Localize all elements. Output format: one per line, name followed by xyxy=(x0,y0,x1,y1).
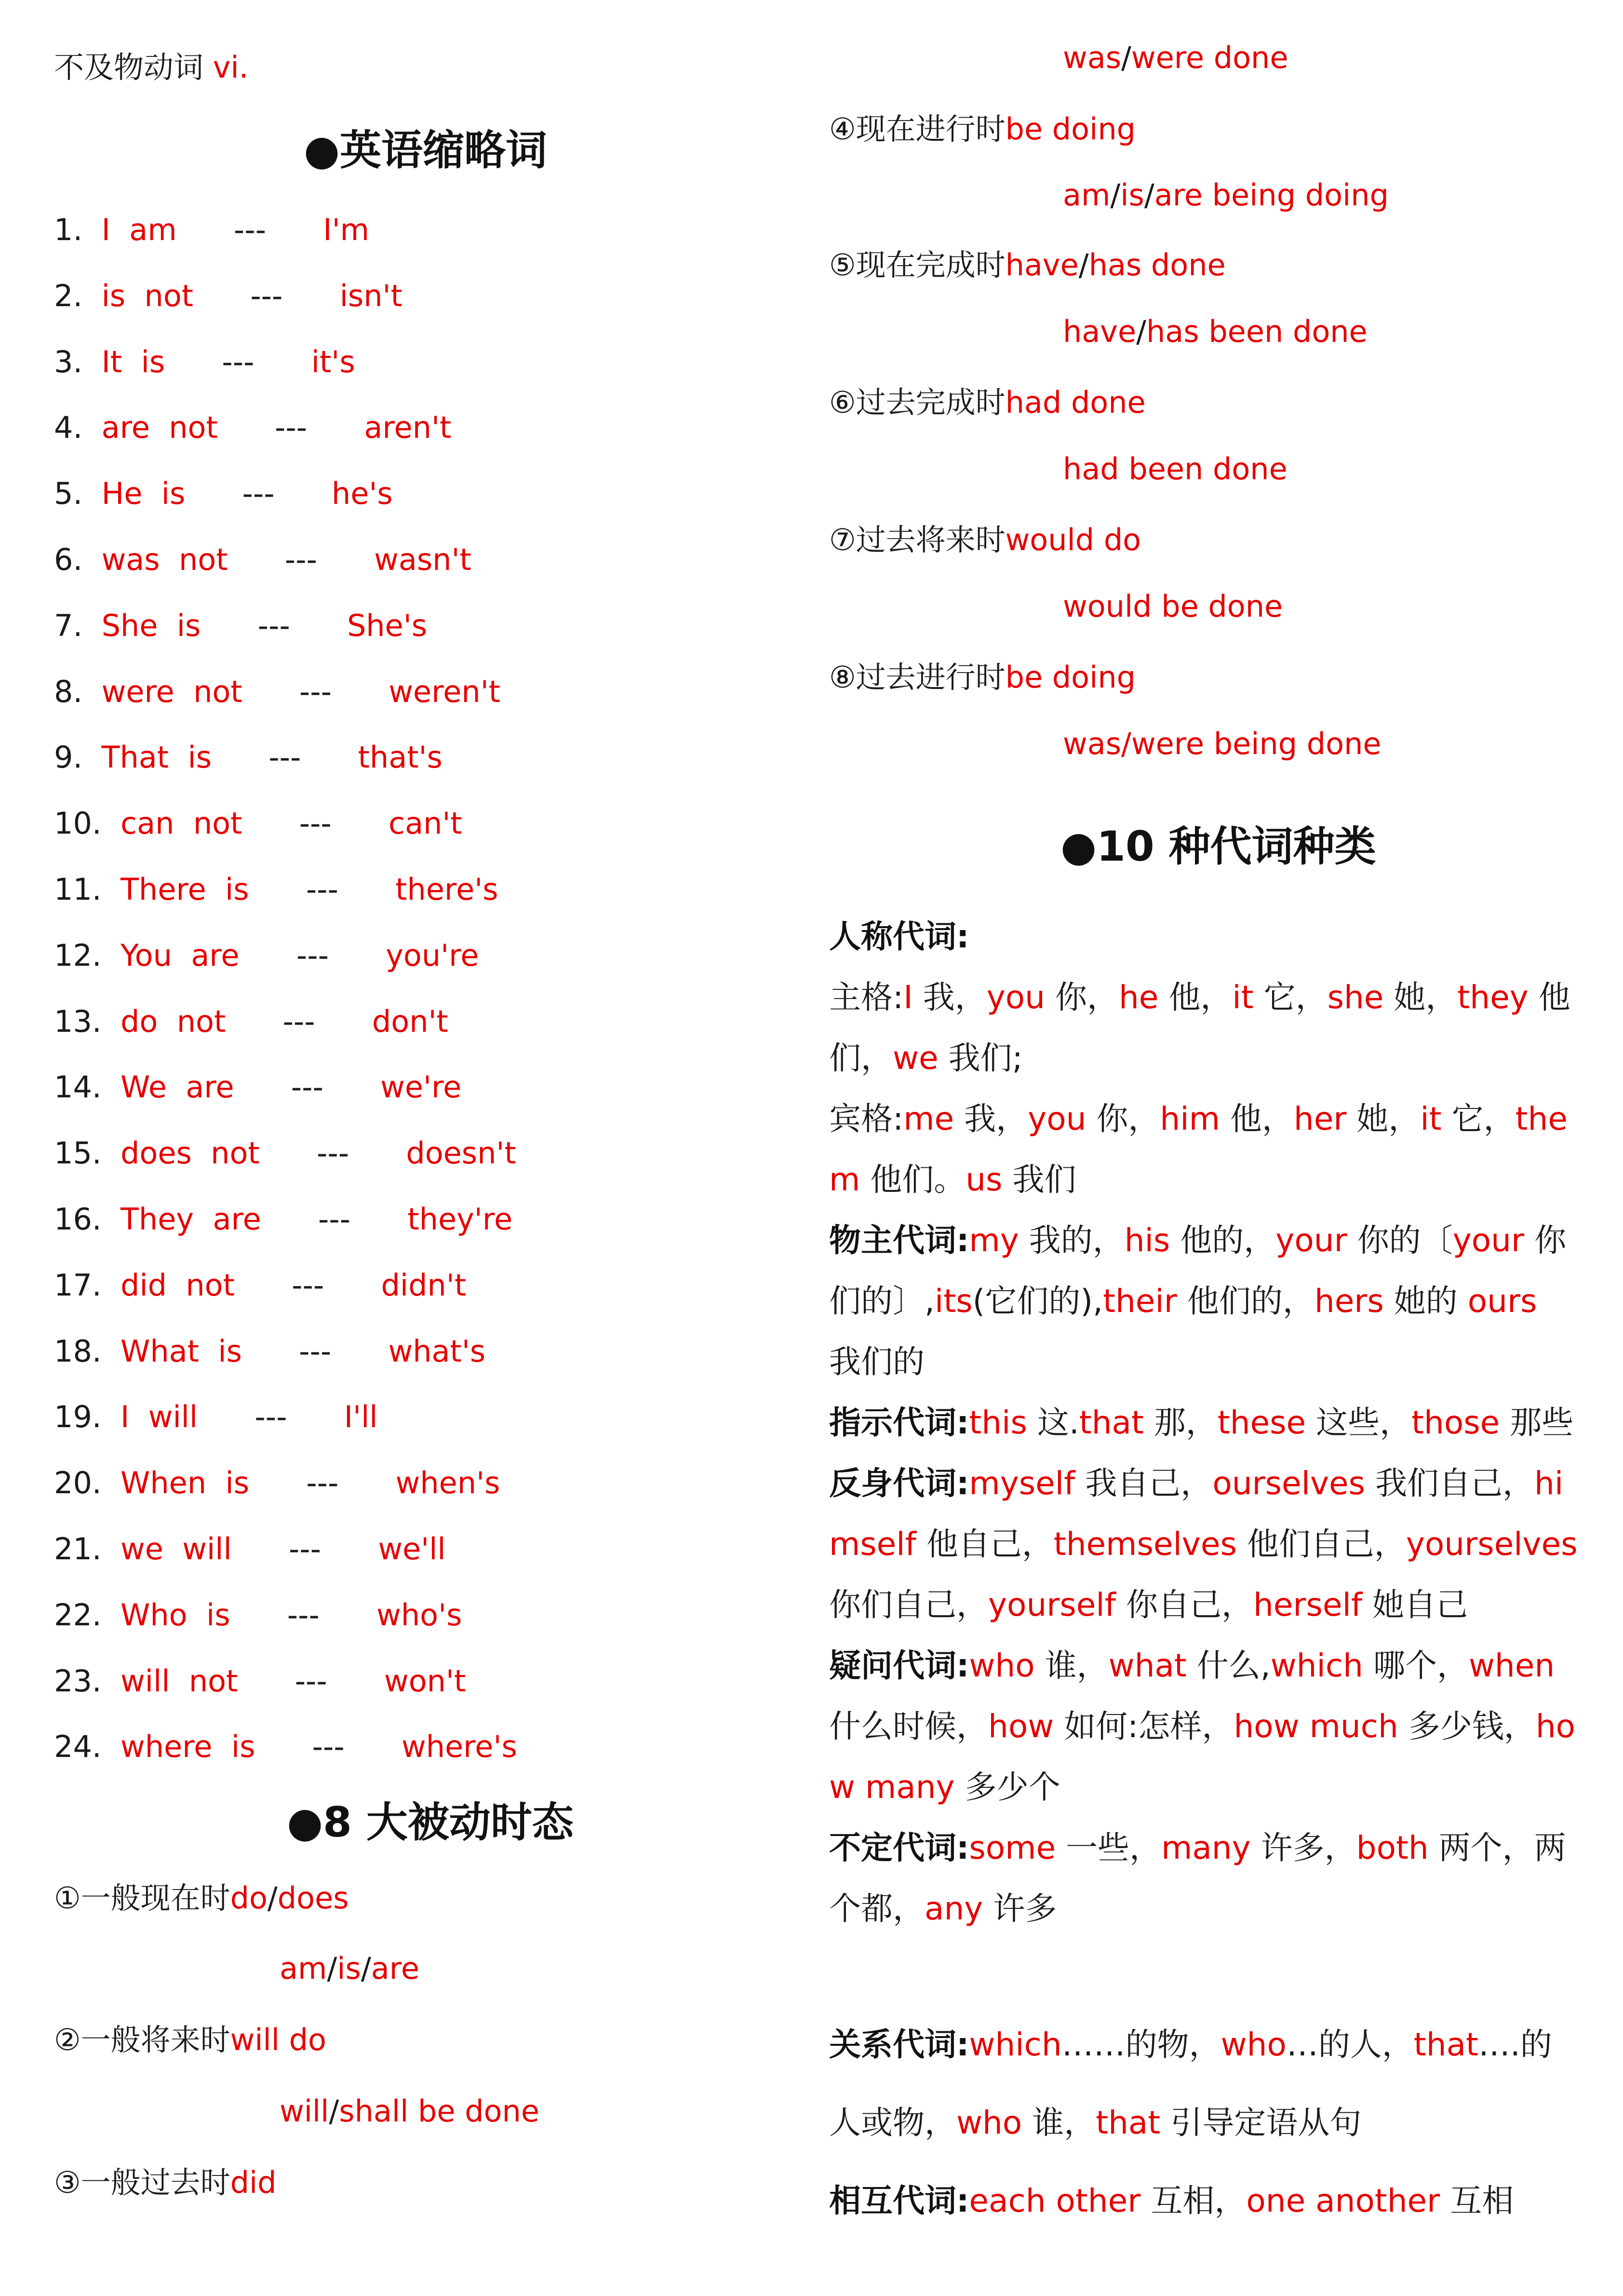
zh-gloss: 我们自己， xyxy=(1375,1465,1535,1502)
en-word: how much xyxy=(1234,1708,1398,1745)
zh-gloss: 他， xyxy=(1230,1100,1294,1137)
abbrev-number: 12. xyxy=(54,938,102,973)
abbrev-full: It is xyxy=(101,344,165,379)
en-word: which xyxy=(969,2026,1062,2063)
active-form: be doing xyxy=(1005,660,1136,695)
zh-gloss: 两个，两个都， xyxy=(829,1829,1566,1927)
en-word: many xyxy=(1161,1829,1251,1866)
passive-form: are xyxy=(371,1951,419,1986)
en-word: these xyxy=(1217,1404,1306,1441)
abbrev-row xyxy=(54,1068,461,1107)
en-word: this xyxy=(969,1404,1027,1441)
abbrev-full: They are xyxy=(121,1202,261,1237)
abbrev-full: did not xyxy=(121,1268,235,1303)
active-form: will do xyxy=(230,2022,326,2057)
slash: / xyxy=(361,1951,371,1986)
zh-gloss: 你自己， xyxy=(1126,1586,1253,1623)
abbrev-number: 4. xyxy=(54,410,83,445)
zh-gloss: 多少钱， xyxy=(1408,1708,1536,1745)
abbrev-full: When is xyxy=(121,1465,250,1500)
passive-form: has been done xyxy=(1146,314,1368,349)
abbrev-number: 20. xyxy=(54,1465,102,1500)
zh-gloss: 你， xyxy=(1055,979,1119,1016)
zh-gloss: (它们的), xyxy=(972,1283,1103,1320)
zh-gloss: 我们的 xyxy=(829,1343,925,1380)
en-word: both xyxy=(1356,1829,1429,1866)
abbrev-short: who's xyxy=(376,1597,462,1633)
intro-label: 不及物动词 xyxy=(54,50,204,85)
active-form: does xyxy=(277,1880,349,1916)
abbrev-dash: --- xyxy=(306,1465,339,1500)
passive-t1-active xyxy=(54,1879,349,1918)
abbrev-full: There is xyxy=(121,872,249,907)
en-word: their xyxy=(1103,1283,1177,1320)
en-word: she xyxy=(1327,979,1384,1016)
en-word: which xyxy=(1270,1647,1363,1684)
passive-form: am xyxy=(280,1951,327,1986)
en-word: myself xyxy=(969,1465,1075,1502)
abbrev-full: where is xyxy=(121,1729,255,1764)
intro-line xyxy=(54,48,248,87)
abbrev-dash: --- xyxy=(292,1268,324,1303)
passive-t7-active xyxy=(829,521,1141,559)
abbrev-row xyxy=(54,1398,378,1436)
zh-gloss: 我， xyxy=(964,1100,1028,1137)
abbrev-number: 21. xyxy=(54,1531,102,1567)
passive-t7-passive xyxy=(1063,587,1283,626)
zh-gloss: 她， xyxy=(1394,979,1458,1016)
en-word: yourselves xyxy=(1406,1526,1578,1563)
en-word: who xyxy=(969,1647,1035,1684)
abbrev-full: You are xyxy=(121,938,240,973)
abbrev-number: 11. xyxy=(54,872,102,907)
zh-gloss: …的人， xyxy=(1286,2026,1414,2063)
abbrev-number: 15. xyxy=(54,1135,102,1171)
abbrev-number: 13. xyxy=(54,1004,102,1039)
abbrev-full: I will xyxy=(121,1399,198,1434)
abbrev-dash: --- xyxy=(295,1663,327,1699)
section-label: 指示代词: xyxy=(829,1404,969,1441)
abbrev-full: we will xyxy=(121,1531,232,1567)
abbrev-number: 14. xyxy=(54,1069,102,1105)
abbrev-row xyxy=(54,607,427,645)
abbrev-short: that's xyxy=(358,740,443,775)
abbrev-full: She is xyxy=(101,608,201,643)
abbrev-number: 7. xyxy=(54,608,83,643)
en-word: your xyxy=(1452,1222,1525,1259)
zh-gloss: 如何:怎样， xyxy=(1064,1708,1234,1745)
en-word: his xyxy=(1124,1222,1170,1259)
zh-gloss: 互相 xyxy=(1450,2182,1514,2219)
en-word: how xyxy=(988,1708,1054,1745)
abbrev-full: does not xyxy=(121,1135,260,1171)
en-word: when xyxy=(1468,1647,1555,1684)
zh-gloss: 他自己， xyxy=(926,1526,1054,1563)
zh-gloss: ……的物， xyxy=(1061,2026,1221,2063)
abbrev-row xyxy=(54,277,402,315)
section-label: 关系代词: xyxy=(829,2026,969,2063)
zh-gloss: 那些 xyxy=(1510,1404,1574,1441)
abbrev-number: 6. xyxy=(54,542,83,577)
zh-gloss: 这些， xyxy=(1316,1404,1412,1441)
abbrev-dash: --- xyxy=(296,938,329,973)
tense-label: ⑧过去进行时 xyxy=(829,660,1006,695)
zh-gloss: 一些， xyxy=(1066,1829,1162,1866)
abbrev-short: She's xyxy=(347,608,428,643)
section-label: 不定代词: xyxy=(829,1829,969,1866)
slash: / xyxy=(1136,314,1147,349)
passive-t4-passive xyxy=(1063,176,1389,215)
slash: / xyxy=(1144,177,1154,213)
en-word: who xyxy=(1221,2026,1287,2063)
relative-pronouns xyxy=(829,2006,1579,2240)
abbrev-short: aren't xyxy=(364,410,452,445)
slash: / xyxy=(267,1880,278,1916)
abbrev-row xyxy=(54,1662,466,1701)
active-form: would do xyxy=(1005,522,1141,557)
zh-gloss: 许多， xyxy=(1261,1829,1356,1866)
passive-t2-active xyxy=(54,2021,326,2059)
en-word: ours xyxy=(1467,1283,1537,1320)
active-form: had done xyxy=(1005,385,1146,420)
active-form: do xyxy=(230,1880,268,1916)
zh-gloss: 多少个 xyxy=(965,1769,1060,1806)
abbrev-row xyxy=(54,1266,466,1305)
en-word: hers xyxy=(1314,1283,1384,1320)
tense-label: ④现在进行时 xyxy=(829,111,1006,147)
passive-form: was xyxy=(1063,40,1122,75)
pronoun-heading: ●10 种代词种类 xyxy=(1060,823,1376,871)
en-word: us xyxy=(966,1161,1003,1198)
abbrev-row xyxy=(54,408,451,447)
en-word: one another xyxy=(1246,2182,1440,2219)
en-word: what xyxy=(1108,1647,1187,1684)
abbrev-short: you're xyxy=(386,938,479,973)
abbrev-number: 17. xyxy=(54,1268,102,1303)
en-word: he xyxy=(1118,979,1159,1016)
passive-t8-active xyxy=(829,658,1136,697)
en-word: him xyxy=(1160,1100,1220,1137)
zh-gloss: 我们; xyxy=(948,1040,1023,1077)
abbrev-number: 5. xyxy=(54,476,83,511)
en-word: yourself xyxy=(988,1586,1116,1623)
personal-pronouns xyxy=(829,906,1579,1939)
abbrev-short: we'll xyxy=(378,1531,446,1567)
abbrev-row xyxy=(54,804,462,843)
zh-gloss: 什么时候， xyxy=(829,1708,988,1745)
abbrev-short: can't xyxy=(389,806,462,841)
zh-gloss: 他们自己， xyxy=(1247,1526,1406,1563)
abbrev-short: when's xyxy=(395,1465,500,1500)
row-label: 宾格: xyxy=(829,1100,904,1137)
abbrev-short: I'm xyxy=(323,212,370,247)
abbrev-row xyxy=(54,1596,462,1634)
abbrev-short: won't xyxy=(384,1663,466,1699)
passive-t1-passive xyxy=(280,1949,419,1988)
abbrev-number: 1. xyxy=(54,212,83,247)
abbrev-row xyxy=(54,1530,446,1568)
abbrev-number: 22. xyxy=(54,1597,102,1633)
abbrev-full: That is xyxy=(101,740,212,775)
abbrev-dash: --- xyxy=(316,1135,349,1171)
abbrev-full: was not xyxy=(101,542,228,577)
en-word: its xyxy=(934,1283,973,1320)
abbrev-short: they're xyxy=(407,1202,513,1237)
abbrev-row xyxy=(54,343,355,381)
en-word: them xyxy=(829,1100,1568,1198)
abbrev-dash: --- xyxy=(257,608,290,643)
abbrev-short: we're xyxy=(380,1069,462,1105)
passive-form: have xyxy=(1063,314,1137,349)
abbrev-row xyxy=(54,1464,500,1502)
en-word: her xyxy=(1293,1100,1347,1137)
en-word: himself xyxy=(829,1465,1564,1563)
zh-gloss: 他们。 xyxy=(870,1161,966,1198)
zh-gloss: 你的〔 xyxy=(1357,1222,1453,1259)
passive-t5-active xyxy=(829,246,1226,284)
en-word: those xyxy=(1411,1404,1500,1441)
en-word: that xyxy=(1413,2026,1478,2063)
abbrev-short: isn't xyxy=(339,278,402,313)
abbrev-full: I am xyxy=(101,212,177,247)
abbrev-short: didn't xyxy=(381,1268,467,1303)
en-word: ourselves xyxy=(1212,1465,1366,1502)
slash: / xyxy=(1121,40,1131,75)
abbrev-dash: --- xyxy=(312,1729,345,1764)
section-label: 物主代词: xyxy=(829,1222,969,1259)
en-word: me xyxy=(903,1100,954,1137)
en-word: we xyxy=(893,1040,939,1077)
section-label: 疑问代词: xyxy=(829,1647,969,1684)
abbrev-dash: --- xyxy=(284,542,317,577)
passive-t4-active xyxy=(829,110,1136,149)
abbrev-full: What is xyxy=(121,1334,242,1369)
passive-form: is xyxy=(337,1951,361,1986)
abbrev-full: We are xyxy=(121,1069,234,1105)
zh-gloss: ….的人或物， xyxy=(829,2026,1552,2141)
abbrev-short: he's xyxy=(331,476,393,511)
zh-gloss: 这. xyxy=(1037,1404,1079,1441)
abbrev-dash: --- xyxy=(233,212,267,247)
passive-t3-passive xyxy=(1063,39,1288,77)
abbrev-row xyxy=(54,540,471,579)
passive-t8-passive xyxy=(1063,725,1382,763)
passive-form: am xyxy=(1063,177,1111,213)
en-word: it xyxy=(1420,1100,1442,1137)
abbrev-dash: --- xyxy=(291,1069,323,1105)
abbrev-number: 3. xyxy=(54,344,83,379)
abbrev-full: were not xyxy=(101,674,242,709)
abbrev-dash: --- xyxy=(250,278,283,313)
passive-heading: ●8 大被动时态 xyxy=(287,1798,574,1847)
abbrev-dash: --- xyxy=(299,674,332,709)
slash: / xyxy=(329,2093,339,2129)
abbrev-short: what's xyxy=(388,1334,486,1369)
abbrev-row xyxy=(54,1200,512,1239)
passive-t5-passive xyxy=(1063,312,1368,351)
en-word: you xyxy=(986,979,1045,1016)
row-label: 主格: xyxy=(829,979,904,1016)
tense-label: ⑦过去将来时 xyxy=(829,522,1006,557)
abbrev-full: are not xyxy=(101,410,218,445)
zh-gloss: 你， xyxy=(1096,1100,1160,1137)
passive-form: shall be done xyxy=(339,2093,539,2129)
en-word: I xyxy=(903,979,913,1016)
abbrev-number: 24. xyxy=(54,1729,102,1764)
zh-gloss: 我自己， xyxy=(1085,1465,1213,1502)
abbrev-row xyxy=(54,673,500,711)
zh-gloss: 什么, xyxy=(1196,1647,1271,1684)
abbrev-heading: ●英语缩略词 xyxy=(304,126,548,175)
zh-gloss: 他， xyxy=(1168,979,1233,1016)
abbrev-row xyxy=(54,936,479,975)
abbrev-number: 9. xyxy=(54,740,83,775)
zh-gloss: 哪个， xyxy=(1373,1647,1469,1684)
abbrev-number: 10. xyxy=(54,806,102,841)
abbrev-row xyxy=(54,474,393,513)
section-label: 人称代词: xyxy=(829,918,969,955)
passive-t2-passive xyxy=(280,2092,539,2131)
en-word: that xyxy=(1079,1404,1144,1441)
section-label: 反身代词: xyxy=(829,1465,969,1502)
passive-form: will xyxy=(280,2093,329,2129)
active-form: be doing xyxy=(1005,111,1136,147)
slash: / xyxy=(1110,177,1121,213)
abbrev-row xyxy=(54,870,498,909)
intro-abbr: vi. xyxy=(213,50,249,85)
abbrev-dash: --- xyxy=(299,806,332,841)
abbrev-full: will not xyxy=(121,1663,238,1699)
abbrev-row xyxy=(54,1002,448,1041)
abbrev-dash: --- xyxy=(287,1597,320,1633)
abbrev-dash: --- xyxy=(275,410,308,445)
active-form: have xyxy=(1005,247,1079,283)
zh-gloss: 引导定语从句 xyxy=(1170,2104,1362,2141)
en-word: who xyxy=(956,2104,1022,2141)
tense-label: ⑤现在完成时 xyxy=(829,247,1006,283)
slash: / xyxy=(1078,247,1089,283)
abbrev-number: 19. xyxy=(54,1399,102,1434)
abbrev-number: 16. xyxy=(54,1202,102,1237)
abbrev-number: 8. xyxy=(54,674,83,709)
abbrev-short: I'll xyxy=(344,1399,378,1434)
abbrev-dash: --- xyxy=(242,476,275,511)
zh-gloss: 你们自己， xyxy=(829,1586,988,1623)
abbrev-short: don't xyxy=(372,1004,448,1039)
abbrev-dash: --- xyxy=(255,1399,287,1434)
passive-form: had been done xyxy=(1063,451,1288,486)
en-word: it xyxy=(1232,979,1254,1016)
en-word: my xyxy=(969,1222,1019,1259)
section-label: 相互代词: xyxy=(829,2182,969,2219)
abbrev-dash: --- xyxy=(306,872,338,907)
abbrev-number: 18. xyxy=(54,1334,102,1369)
passive-form: was/were being done xyxy=(1063,726,1382,761)
en-word: herself xyxy=(1253,1586,1363,1623)
zh-gloss: 那， xyxy=(1154,1404,1218,1441)
passive-t3-active xyxy=(54,2163,277,2202)
en-word: you xyxy=(1028,1100,1086,1137)
abbrev-dash: --- xyxy=(268,740,301,775)
zh-gloss: 你们的〕, xyxy=(829,1222,1567,1320)
abbrev-row xyxy=(54,1728,517,1766)
tense-label: ③一般过去时 xyxy=(54,2165,230,2200)
abbrev-dash: --- xyxy=(282,1004,315,1039)
slash: / xyxy=(327,1951,337,1986)
abbrev-number: 2. xyxy=(54,278,83,313)
zh-gloss: 我， xyxy=(923,979,987,1016)
en-word: some xyxy=(969,1829,1056,1866)
abbrev-dash: --- xyxy=(299,1334,332,1369)
zh-gloss: 他的， xyxy=(1180,1222,1276,1259)
zh-gloss: 谁， xyxy=(1032,2104,1096,2141)
zh-gloss: 她， xyxy=(1356,1100,1421,1137)
zh-gloss: 它， xyxy=(1263,979,1328,1016)
en-word: any xyxy=(925,1890,983,1927)
tense-label: ②一般将来时 xyxy=(54,2022,230,2057)
abbrev-short: weren't xyxy=(389,674,501,709)
tense-label: ①一般现在时 xyxy=(54,1880,230,1916)
active-form: did xyxy=(230,2165,277,2200)
passive-form: would be done xyxy=(1063,589,1283,624)
passive-form: are being doing xyxy=(1154,177,1389,213)
passive-t6-passive xyxy=(1063,450,1288,488)
zh-gloss: 他们， xyxy=(829,979,1570,1077)
passive-form: is xyxy=(1120,177,1144,213)
en-word: themselves xyxy=(1053,1526,1237,1563)
abbrev-short: doesn't xyxy=(406,1135,516,1171)
abbrev-number: 23. xyxy=(54,1663,102,1699)
abbrev-full: He is xyxy=(101,476,186,511)
abbrev-short: there's xyxy=(395,872,498,907)
zh-gloss: 我的， xyxy=(1029,1222,1125,1259)
abbrev-row xyxy=(54,1134,516,1173)
abbrev-dash: --- xyxy=(318,1202,351,1237)
zh-gloss: 她的 xyxy=(1394,1283,1458,1320)
abbrev-dash: --- xyxy=(222,344,255,379)
en-word: how many xyxy=(829,1708,1576,1806)
zh-gloss: 谁， xyxy=(1045,1647,1109,1684)
abbrev-full: is not xyxy=(101,278,194,313)
abbrev-short: wasn't xyxy=(374,542,471,577)
abbrev-short: it's xyxy=(311,344,355,379)
abbrev-dash: --- xyxy=(288,1531,322,1567)
tense-label: ⑥过去完成时 xyxy=(829,385,1006,420)
en-word: they xyxy=(1457,979,1529,1016)
passive-form: were done xyxy=(1131,40,1288,75)
zh-gloss: 互相， xyxy=(1151,2182,1247,2219)
active-form: has done xyxy=(1088,247,1226,283)
zh-gloss: 她自己 xyxy=(1372,1586,1468,1623)
abbrev-short: where's xyxy=(402,1729,517,1764)
en-word: that xyxy=(1096,2104,1161,2141)
abbrev-row xyxy=(54,738,443,777)
zh-gloss: 许多 xyxy=(993,1890,1057,1927)
en-word: your xyxy=(1275,1222,1347,1259)
zh-gloss: 他们的， xyxy=(1187,1283,1314,1320)
abbrev-full: can not xyxy=(121,806,242,841)
abbrev-full: Who is xyxy=(121,1597,230,1633)
zh-gloss: 我们 xyxy=(1012,1161,1076,1198)
abbrev-row xyxy=(54,1332,485,1371)
abbrev-row xyxy=(54,211,369,249)
passive-t6-active xyxy=(829,383,1146,422)
abbrev-full: do not xyxy=(121,1004,226,1039)
zh-gloss: 它， xyxy=(1451,1100,1516,1137)
en-word: each other xyxy=(969,2182,1141,2219)
